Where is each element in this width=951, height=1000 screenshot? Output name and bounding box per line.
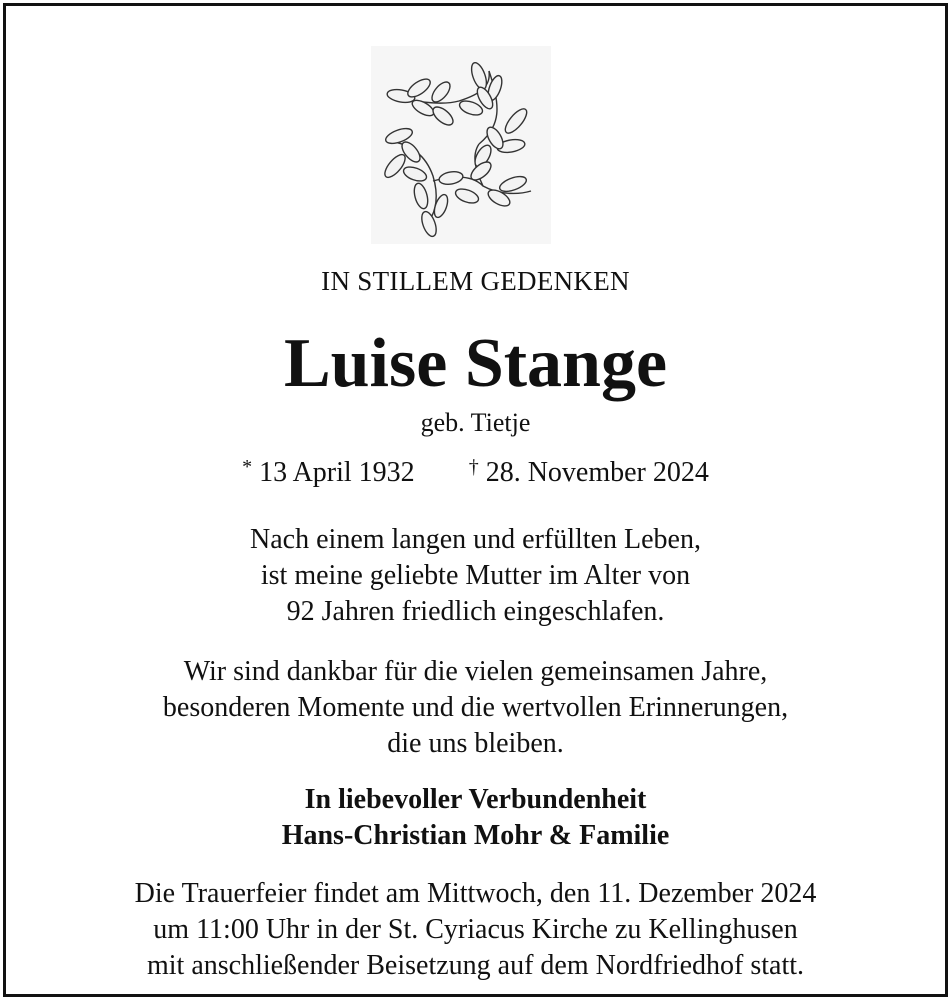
paragraph-life (6, 522, 945, 630)
birth-star-icon: * (242, 456, 253, 478)
maiden-name: geb. Tietje (420, 408, 531, 437)
notice-heading: IN STILLEM GEDENKEN (321, 266, 630, 296)
service-details (6, 876, 945, 984)
deceased-name: Luise Stange (283, 325, 668, 402)
paragraph-gratitude (6, 654, 945, 762)
signature-line: Hans-Christian Mohr & Familie (281, 820, 670, 851)
service-line: mit anschließender Beisetzung auf dem Nordfriedhof statt. (146, 950, 804, 981)
paragraph-line: Nach einem langen und erfüllten Leben, (250, 524, 701, 555)
obituary-frame (3, 3, 948, 997)
paragraph-line: Wir sind dankbar für die vielen gemeinsamen Jahre, (183, 656, 768, 687)
signature-line: In liebevoller Verbundenheit (304, 784, 647, 815)
life-dates (6, 456, 945, 489)
birth-date: 13 April 1932 (259, 457, 415, 488)
paragraph-line: besonderen Momente und die wertvollen Erinnerungen, (162, 692, 789, 723)
service-line: Die Trauerfeier findet am Mittwoch, den 11. Dezember 2024 (134, 878, 817, 909)
paragraph-line: die uns bleiben. (387, 728, 564, 759)
paragraph-line: ist meine geliebte Mutter im Alter von (260, 560, 691, 591)
signature-block (6, 782, 945, 854)
service-line: um 11:00 Uhr in der St. Cyriacus Kirche zu Kellinghusen (153, 914, 798, 945)
leaf-wreath-icon (371, 46, 551, 244)
death-date: 28. November 2024 (485, 457, 709, 488)
paragraph-line: 92 Jahren friedlich eingeschlafen. (286, 596, 665, 627)
death-cross-icon: † (468, 456, 479, 478)
